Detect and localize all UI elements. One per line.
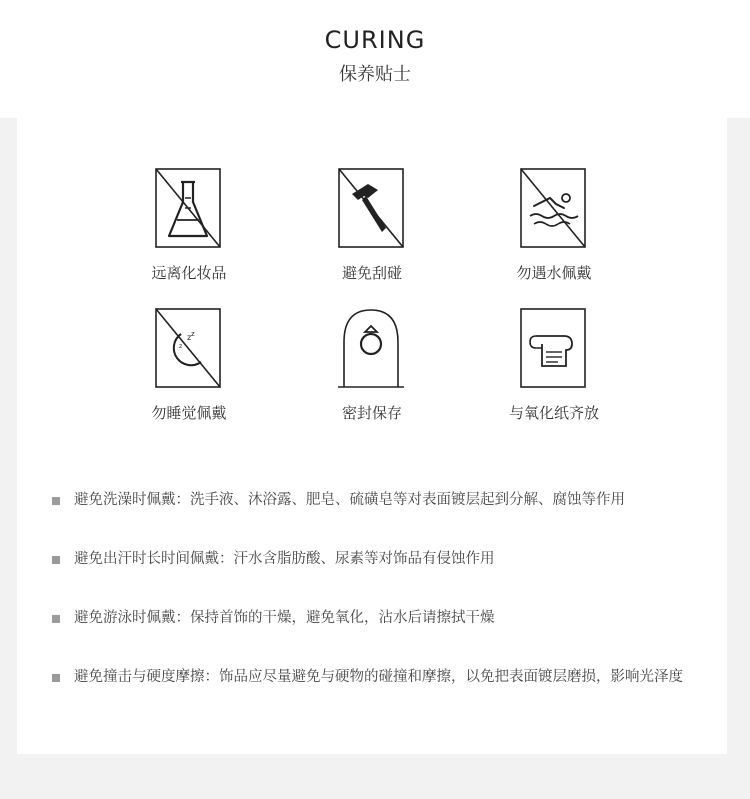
flask-icon (155, 168, 221, 248)
bullet-icon (52, 674, 60, 682)
tip-text: 避免出汗时长时间佩戴：汗水含脂肪酸、尿素等对饰品有侵蚀作用 (74, 551, 495, 567)
page-title-en: CURING (324, 26, 426, 54)
tip-text: 避免洗澡时佩戴：洗手液、沐浴露、肥皂、硫磺皂等对表面镀层起到分解、腐蚀等作用 (74, 492, 625, 508)
svg-text:z: z (191, 330, 195, 338)
tip-item (52, 607, 692, 630)
tip-text: 避免游泳时佩戴：保持首饰的干燥，避免氧化，沾水后请擦拭干燥 (74, 610, 495, 626)
sleep-moon-icon (155, 308, 221, 388)
hammer-icon (338, 168, 404, 248)
paper-icon (520, 308, 586, 388)
care-label: 勿睡觉佩戴 (151, 404, 227, 422)
care-label: 远离化妆品 (151, 264, 227, 282)
bullet-icon (52, 615, 60, 623)
svg-text:z: z (179, 343, 183, 350)
tip-item (52, 666, 692, 689)
tip-text: 避免撞击与硬度摩擦：饰品应尽量避免与硬物的碰撞和摩擦，以免把表面镀层磨损，影响光泽度 (74, 669, 683, 685)
header (0, 0, 750, 118)
tip-item (52, 548, 692, 571)
bullet-icon (52, 497, 60, 505)
bullet-icon (52, 556, 60, 564)
tip-item (52, 489, 692, 512)
care-label: 与氧化纸齐放 (508, 404, 599, 422)
care-label: 勿遇水佩戴 (516, 264, 592, 282)
care-label: 密封保存 (341, 404, 402, 422)
ring-box-icon (338, 308, 404, 388)
page-title-cn: 保养贴士 (339, 64, 411, 85)
care-label: 避免刮碰 (341, 264, 402, 282)
care-card (17, 118, 727, 754)
swimmer-icon (520, 168, 586, 248)
svg-text:z: z (187, 333, 192, 342)
